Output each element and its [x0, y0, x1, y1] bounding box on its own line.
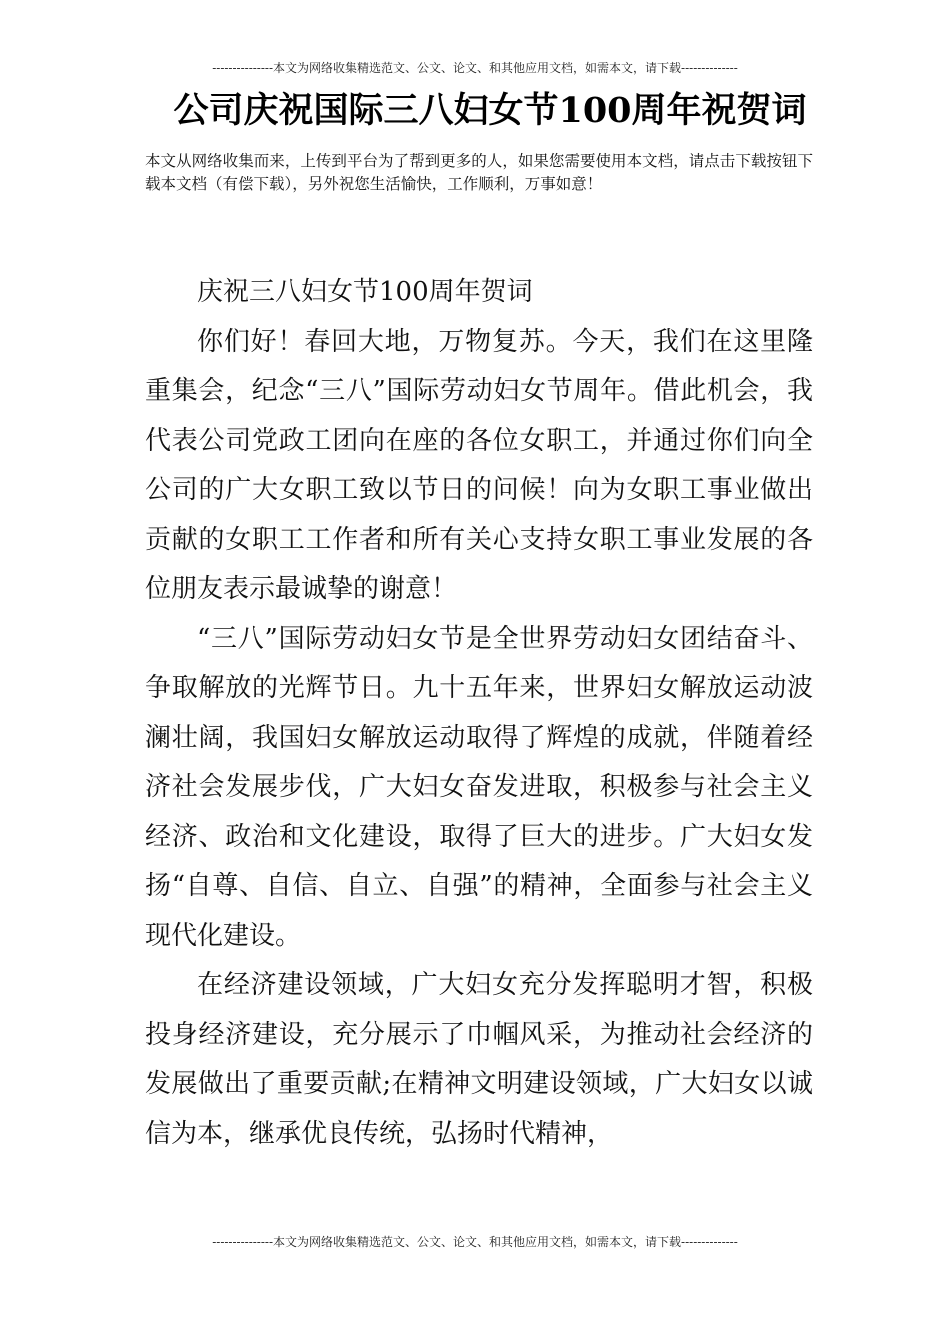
body-paragraph: “三八”国际劳动妇女节是全世界劳动妇女团结奋斗、争取解放的光辉节日。九十五年来，世界妇女解放运动波澜壮阔，我国妇女解放运动取得了辉煌的成就，伴随着经济社会发展步伐，广大妇女奋发进取，积极参与社会主义经济、政治和文化建设，取得了巨大的进步。广大妇女发扬“自尊、自信、自立、自强”的精神，全面参与社会主义现代化建设。	[145, 623, 813, 951]
body-paragraph: 在经济建设领域，广大妇女充分发挥聪明才智，积极投身经济建设，充分展示了巾帼风采，为推动社会经济的发展做出了重要贡献;在精神文明建设领域，广大妇女以诚信为本，继承优良传统，弘扬时代精神，	[145, 970, 813, 1149]
body-paragraph: 你们好！春回大地，万物复苏。今天，我们在这里隆重集会，纪念“三八”国际劳动妇女节周年。借此机会，我代表公司党政工团向在座的各位女职工，并通过你们向全公司的广大女职工致以节日的问候！向为女职工事业做出贡献的女职工工作者和所有关心支持女职工事业发展的各位朋友表示最诚挚的谢意！	[145, 326, 813, 604]
body-heading: 庆祝三八妇女节100周年贺词	[197, 277, 533, 307]
header-banner: ---------------本文为网络收集精选范文、公文、论文、和其他应用文档，如需本文，请下载--------------	[212, 61, 738, 75]
footer-banner: ---------------本文为网络收集精选范文、公文、论文、和其他应用文档，如需本文，请下载--------------	[212, 1235, 738, 1249]
document-title: 公司庆祝国际三八妇女节100周年祝贺词	[173, 90, 807, 131]
document-body	[145, 268, 813, 1159]
intro-note: 本文从网络收集而来，上传到平台为了帮到更多的人，如果您需要使用本文档，请点击下载按钮下载本文档（有偿下载），另外祝您生活愉快，工作顺利，万事如意！	[145, 152, 813, 193]
